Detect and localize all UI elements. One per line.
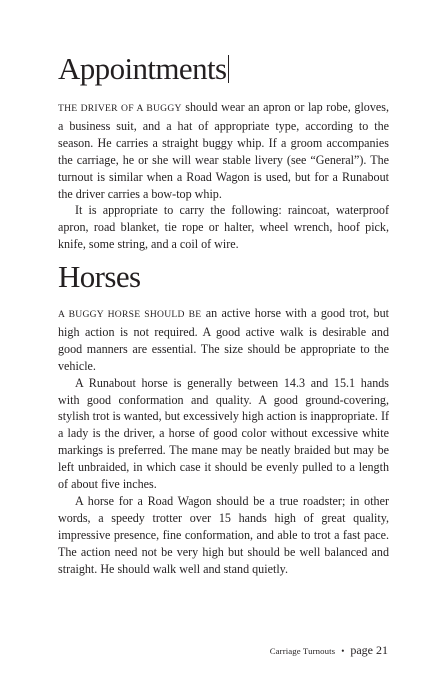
footer-separator: • — [341, 646, 345, 656]
text-cursor — [228, 55, 229, 83]
heading-text: Appointments — [58, 51, 227, 86]
section-horses — [58, 305, 389, 578]
paragraph: It is appropriate to carry the following: raincoat, waterproof apron, road blanket, tie rope or halter, wheel wrench, hoof pick, knife, some string, and a coil of wire. — [58, 203, 389, 252]
paragraph-text: should wear an apron or lap robe, gloves, a business suit, and a hat of appropriate type, according to the season. He carries a straight buggy whip. If a groom accompanies the carriage, he or she will wear stable livery (see “General”). The turnout is similar when a Road Wagon is used, but for a Runabout the driver carries a bow-top whip. — [58, 100, 389, 201]
paragraph-text: an active horse with a good trot, but high action is not required. A good active walk is desirable and good manners are essential. The size should be appropriate to the vehicle. — [58, 306, 390, 373]
lead-in-small-caps: A BUGGY HORSE SHOULD BE — [58, 309, 202, 320]
section-appointments — [58, 99, 389, 253]
paragraph: A Runabout horse is generally between 14.3 and 15.1 hands with good conformation and quality. A good ground-covering, stylish trot is wanted, but excessively high action is inappropriate. If a lady is the driver, a horse of good color without excessive white markings is preferred. The mane may be neatly braided but may be left unbraided, in which case it should be evenly pulled to a length of about five inches. — [58, 375, 389, 492]
paragraph: A horse for a Road Wagon should be a true roadster; in other words, a speedy trotter over 15 hands high of great quality, impressive presence, fine conformation, and able to trot a fast pace. The action need not be very high but should be well balanced and straight. He should walk well and stand quietly. — [58, 493, 389, 576]
page-number: page 21 — [350, 643, 388, 657]
running-footer-title: Carriage Turnouts — [269, 646, 336, 656]
section-heading-appointments — [58, 51, 229, 87]
book-page — [58, 0, 389, 683]
section-heading-horses: Horses — [58, 259, 141, 294]
paragraph — [58, 99, 389, 202]
paragraph — [58, 305, 389, 375]
page-footer — [270, 643, 388, 658]
lead-in-small-caps: THE DRIVER OF A BUGGY — [58, 103, 182, 114]
